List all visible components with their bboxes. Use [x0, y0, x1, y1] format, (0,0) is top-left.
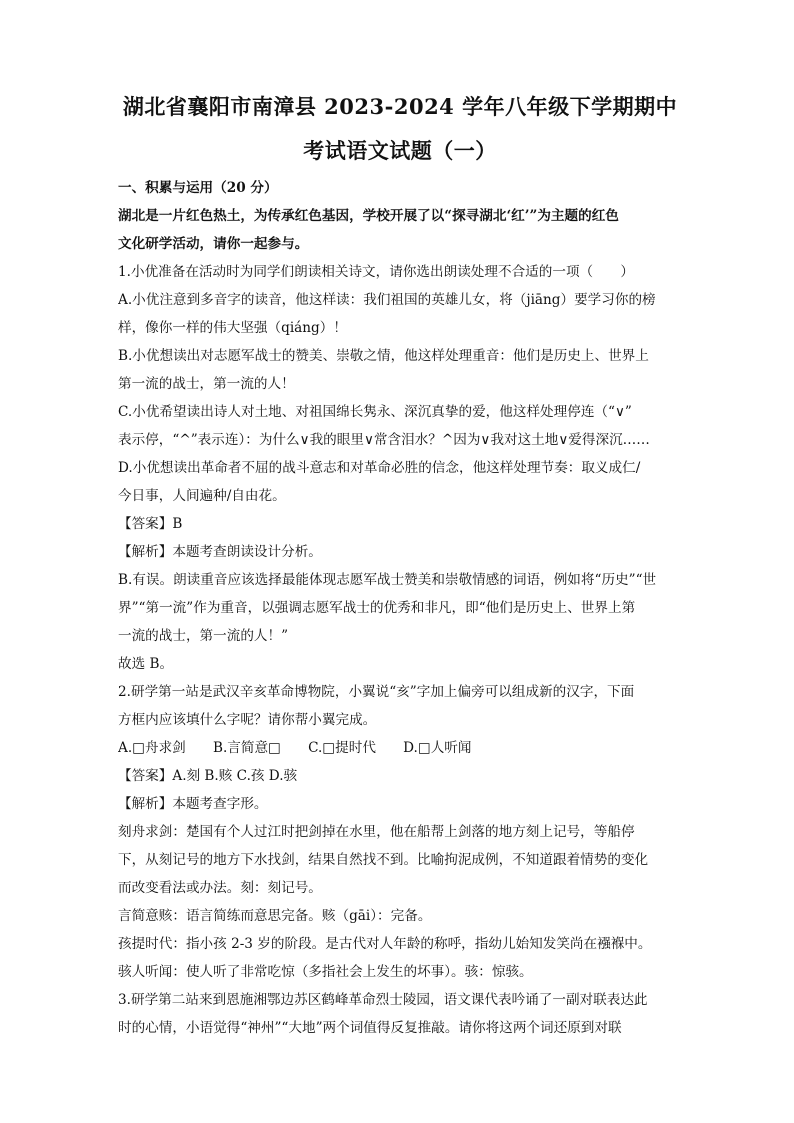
document-body — [118, 174, 682, 1042]
text-line: 文化研学活动，请你一起参与。 — [118, 236, 309, 252]
text-line: 1.小优准备在活动时为同学们朗读相关诗文，请你选出朗读处理不合适的一项（ ） — [118, 264, 634, 280]
text-line: B.有误。朗读重音应该选择最能体现志愿军战士赞美和崇敬情感的词语，例如将“历史”“世 — [118, 572, 657, 588]
text-line: D.小优想读出革命者不屈的战斗意志和对革命必胜的信念，他这样处理节奏：取义成仁/ — [118, 460, 641, 476]
text-line: 孩提时代：指小孩 2-3 岁的阶段。是古代对人年龄的称呼，指幼儿始知发笑尚在襁褓中。 — [118, 936, 652, 952]
text-line: 言简意赅：语言简练而意思完备。赅（gāi）：完备。 — [118, 908, 432, 924]
text-line: 今日事，人间遍种/自由花。 — [118, 488, 286, 504]
text-line: 界”“第一流”作为重音，以强调志愿军战士的优秀和非凡，即“他们是历史上、世界上第 — [118, 600, 636, 616]
text-line: 第一流的战士，第一流的人！ — [118, 376, 295, 392]
document-title-line-2: 考试语文试题（一） — [303, 138, 497, 163]
text-line: 2.研学第一站是武汉辛亥革命博物院，小翼说“亥”字加上偏旁可以组成新的汉字，下面 — [118, 684, 635, 700]
text-line: 表示停，“^”表示连）：为什么∨我的眼里∨常含泪水？^因为∨我对这土地∨爱得深沉…… — [118, 432, 650, 448]
text-line: C.小优希望读出诗人对土地、对祖国绵长隽永、深沉真挚的爱，他这样处理停连（“∨” — [118, 404, 632, 420]
text-line: 方框内应该填什么字呢？请你帮小翼完成。 — [118, 712, 377, 728]
text-line: A.□舟求剑 B.言简意□ C.□提时代 D.□人听闻 — [118, 740, 472, 756]
text-line: 【解析】本题考查朗读设计分析。 — [118, 544, 322, 560]
text-line: 刻舟求剑：楚国有个人过江时把剑掉在水里，他在船帮上剑落的地方刻上记号，等船停 — [118, 824, 635, 840]
text-line: 3.研学第二站来到恩施湘鄂边苏区鹤峰革命烈士陵园，语文课代表吟诵了一副对联表达此 — [118, 992, 648, 1008]
text-line: 【解析】本题考查字形。 — [118, 796, 268, 812]
text-line: 一流的战士，第一流的人！” — [118, 628, 289, 644]
text-line: 骇人听闻：使人听了非常吃惊（多指社会上发生的坏事）。骇：惊骇。 — [118, 964, 533, 980]
document-title-line-1: 湖北省襄阳市南漳县 2023-2024 学年八年级下学期期中 — [122, 94, 678, 119]
text-line: 下，从刻记号的地方下水找剑，结果自然找不到。比喻拘泥成例，不知道跟着情势的变化 — [118, 852, 649, 868]
text-line: B.小优想读出对志愿军战士的赞美、崇敬之情，他这样处理重音：他们是历史上、世界上 — [118, 348, 649, 364]
text-line: 湖北是一片红色热土，为传承红色基因，学校开展了以“探寻湖北‘红’”为主题的红色 — [118, 208, 619, 224]
text-line: 【答案】A.刻 B.赅 C.孩 D.骇 — [118, 768, 298, 784]
text-line: 样，像你一样的伟大坚强（qiáng）！ — [118, 320, 347, 336]
text-line: A.小优注意到多音字的读音，他这样读：我们祖国的英雄儿女，将（jiāng）要学习你的榜 — [118, 292, 656, 308]
text-line: 时的心情，小语觉得“神州”“大地”两个词值得反复推敲。请你将这两个词还原到对联 — [118, 1020, 622, 1036]
text-line: 故选 B。 — [118, 656, 174, 672]
text-line: 【答案】B — [118, 516, 183, 532]
text-line: 而改变看法或办法。刻：刻记号。 — [118, 880, 322, 896]
text-line: 一、积累与运用（20 分） — [118, 180, 278, 196]
